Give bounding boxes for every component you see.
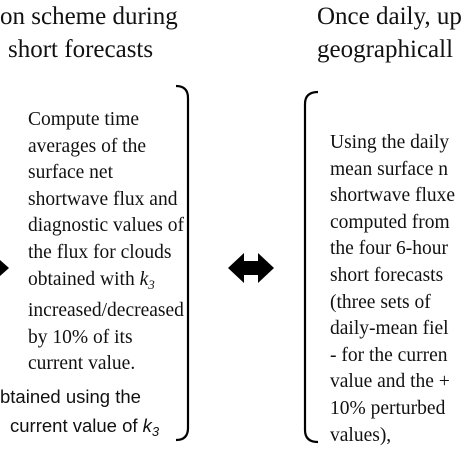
left-box-line: the flux for clouds [28,241,172,263]
partial-arrow-tip-icon [0,260,9,276]
k-subscript: 3 [151,424,160,439]
right-box-line: value and the + [330,371,450,393]
right-box-line: (three sets of [330,291,431,313]
right-header-line-2: geographicall [317,36,454,63]
left-box-line-text: obtained with [28,268,135,290]
right-box-line: values), [330,424,392,446]
right-box-line: computed from [330,211,450,233]
right-box-line: - for the curren [330,344,448,366]
right-box-line: shortwave fluxe [330,185,456,207]
left-header-line-2: short forecasts [8,36,154,63]
left-box-line: increased/decreased [28,300,184,322]
k-symbol: k [142,415,152,436]
right-header-line-1: Once daily, up [317,3,462,30]
right-box-line: daily-mean fiel [330,318,449,340]
right-box-left-bracket [305,92,318,442]
left-box-line: diagnostic values of [28,215,184,237]
left-box-text [28,107,184,378]
right-box-line: 10% perturbed [330,397,446,419]
left-box-line: shortwave flux and [28,188,178,210]
right-box-line: the four 6-hour [330,238,449,260]
left-box-line [28,267,184,299]
left-box-line: Compute time [28,109,140,130]
left-box-line: surface net [28,162,113,184]
right-box-line: short forecasts [330,264,444,286]
right-box-line: Using the daily [330,132,450,153]
left-note [0,382,159,446]
left-note-line-2-text: current value of [10,415,138,436]
double-headed-arrow-icon [228,253,274,283]
k-subscript: 3 [148,276,155,292]
left-box-line: averages of the [28,135,147,157]
left-box-line: current value. [28,353,136,375]
left-note-line-2 [0,411,159,446]
left-box-line: by 10% of its [28,326,133,348]
right-box-text [330,130,455,449]
k-symbol: k [139,268,149,290]
left-note-line-1: btained using the [0,386,141,407]
right-box-line: mean surface n [330,158,449,180]
left-header-line-1: on scheme during [0,3,178,30]
